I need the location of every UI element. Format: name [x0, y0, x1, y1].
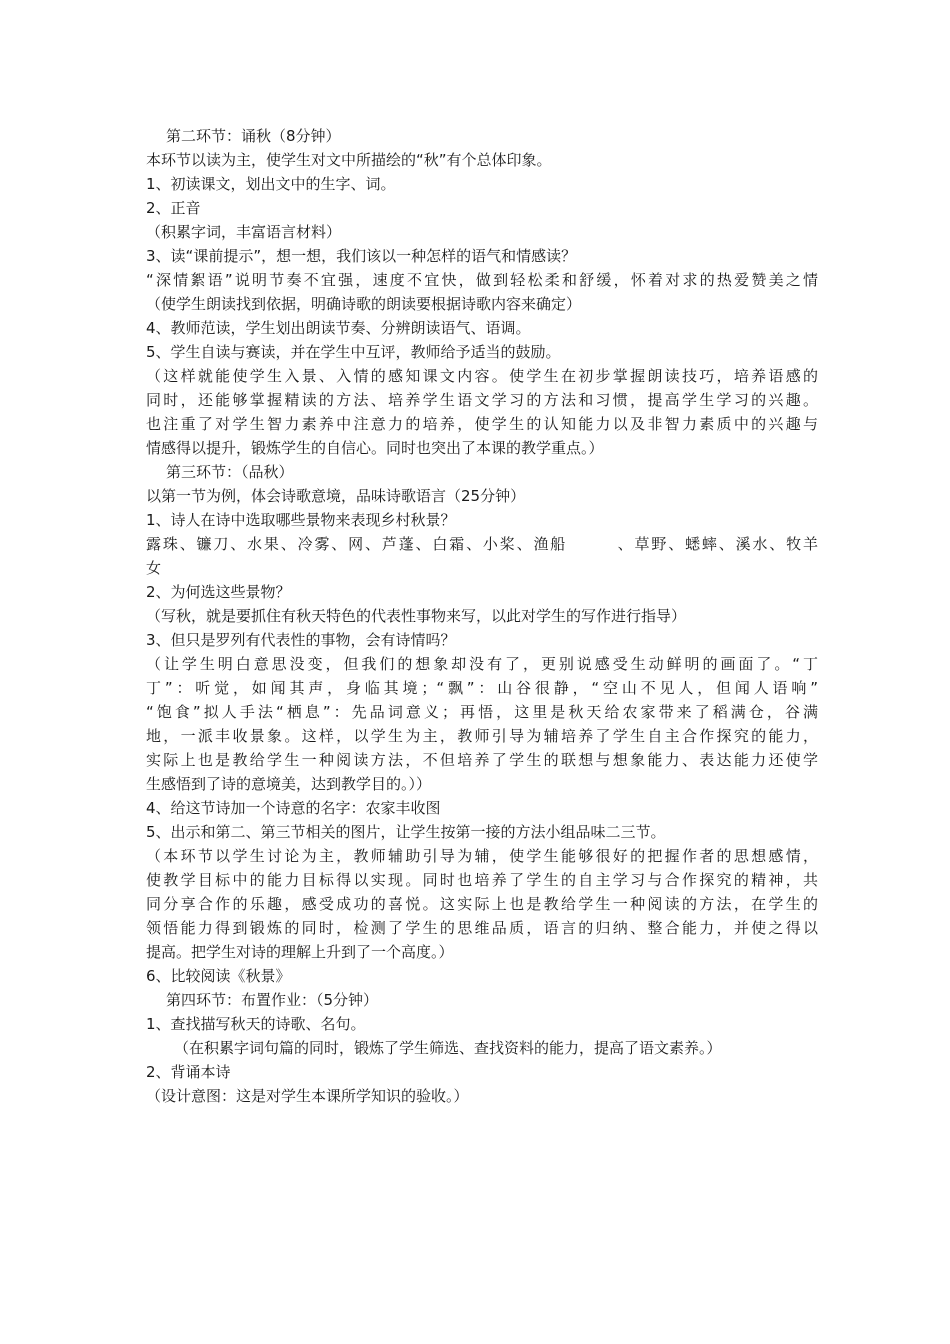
note: 同时，还能够掌握精读的方法、培养学生语文学习的方法和习惯，提高学生学习的兴趣。: [146, 391, 818, 409]
document-body: [146, 124, 818, 1108]
note: 生感悟到了诗的意境美，达到教学目的。））: [146, 775, 432, 793]
paragraph: 本环节以读为主，使学生对文中所描绘的“秋”有个总体印象。: [146, 151, 552, 169]
list-item: 1、查找描写秋天的诗歌、名句。: [146, 1015, 366, 1033]
list-item: 3、但只是罗列有代表性的事物，会有诗情吗？: [146, 631, 456, 649]
paragraph: 露珠、镰刀、水果、冷雾、网、芦蓬、白霜、小桨、渔船 、草野、蟋蟀、溪水、牧羊: [146, 535, 818, 553]
note: 使教学目标中的能力目标得以实现。同时也培养了学生的自主学习与合作探究的精神，共: [146, 871, 818, 889]
note: （使学生朗读找到依据，明确诗歌的朗读要根据诗歌内容来确定）: [146, 295, 582, 313]
list-item: 5、学生自读与赛读，并在学生中互评，教师给予适当的鼓励。: [146, 343, 561, 361]
note: 实际上也是教给学生一种阅读方法，不但培养了学生的联想与想象能力、表达能力还使学: [146, 751, 818, 769]
paragraph: 女: [146, 559, 162, 577]
note: （本环节以学生讨论为主，教师辅助引导为辅，使学生能够很好的把握作者的思想感情，: [146, 847, 818, 865]
note: （积累字词，丰富语言材料）: [146, 223, 342, 241]
list-item: 2、背诵本诗: [146, 1063, 231, 1081]
list-item: 4、教师范读，学生划出朗读节奏、分辨朗读语气、语调。: [146, 319, 531, 337]
list-item: 1、诗人在诗中选取哪些景物来表现乡村秋景？: [146, 511, 456, 529]
list-item: 2、正音: [146, 199, 201, 217]
note: （让学生明白意思没变，但我们的想象却没有了，更别说感受生动鲜明的画面了。“丁: [146, 655, 818, 673]
list-item: 1、初读课文，划出文中的生字、词。: [146, 175, 396, 193]
section-heading-2: 第二环节：诵秋（8分钟）: [166, 127, 341, 145]
note: 同分享合作的乐趣，感受成功的喜悦。这实际上也是教给学生一种阅读的方法，在学生的: [146, 895, 818, 913]
paragraph: 以第一节为例，体会诗歌意境，品味诗歌语言（25分钟）: [146, 487, 526, 505]
list-item: 3、读“课前提示”，想一想，我们该以一种怎样的语气和情感读？: [146, 247, 577, 265]
note: 也注重了对学生智力素养中注意力的培养，使学生的认知能力以及非智力素质中的兴趣与: [146, 415, 818, 433]
note: 地，一派丰收景象。这样，以学生为主，教师引导为辅培养了学生自主合作探究的能力，: [146, 727, 818, 745]
list-item: 4、给这节诗加一个诗意的名字：农家丰收图: [146, 799, 441, 817]
note: （这样就能使学生入景、入情的感知课文内容。使学生在初步掌握朗读技巧，培养语感的: [146, 367, 818, 385]
section-heading-4: 第四环节：布置作业：（5分钟）: [166, 991, 379, 1009]
list-item: 2、为何选这些景物？: [146, 583, 291, 601]
note: “饱食”拟人手法“栖息”：先品词意义；再悟，这里是秋天给农家带来了稻满仓，谷满: [146, 703, 818, 721]
note: （设计意图：这是对学生本课所学知识的验收。）: [146, 1087, 469, 1105]
note: 丁”：听觉，如闻其声，身临其境；“飘”：山谷很静，“空山不见人，但闻人语响”: [146, 679, 818, 697]
paragraph: “深情絮语”说明节奏不宜强，速度不宜快，做到轻松柔和舒缓，怀着对求的热爱赞美之情: [146, 271, 818, 289]
list-item: 5、出示和第二、第三节相关的图片，让学生按第一接的方法小组品味二三节。: [146, 823, 666, 841]
note: 情感得以提升，锻炼学生的自信心。同时也突出了本课的教学重点。）: [146, 439, 604, 457]
note: （在积累字词句篇的同时，锻炼了学生筛选、查找资料的能力，提高了语文素养。）: [174, 1039, 722, 1057]
note: 提高。把学生对诗的理解上升到了一个高度。）: [146, 943, 454, 961]
note: （写秋，就是要抓住有秋天特色的代表性事物来写，以此对学生的写作进行指导）: [146, 607, 687, 625]
section-heading-3: 第三环节：（品秋）: [166, 463, 294, 481]
list-item: 6、比较阅读《秋景》: [146, 967, 291, 985]
note: 领悟能力得到锻炼的同时，检测了学生的思维品质，语言的归纳、整合能力，并使之得以: [146, 919, 818, 937]
